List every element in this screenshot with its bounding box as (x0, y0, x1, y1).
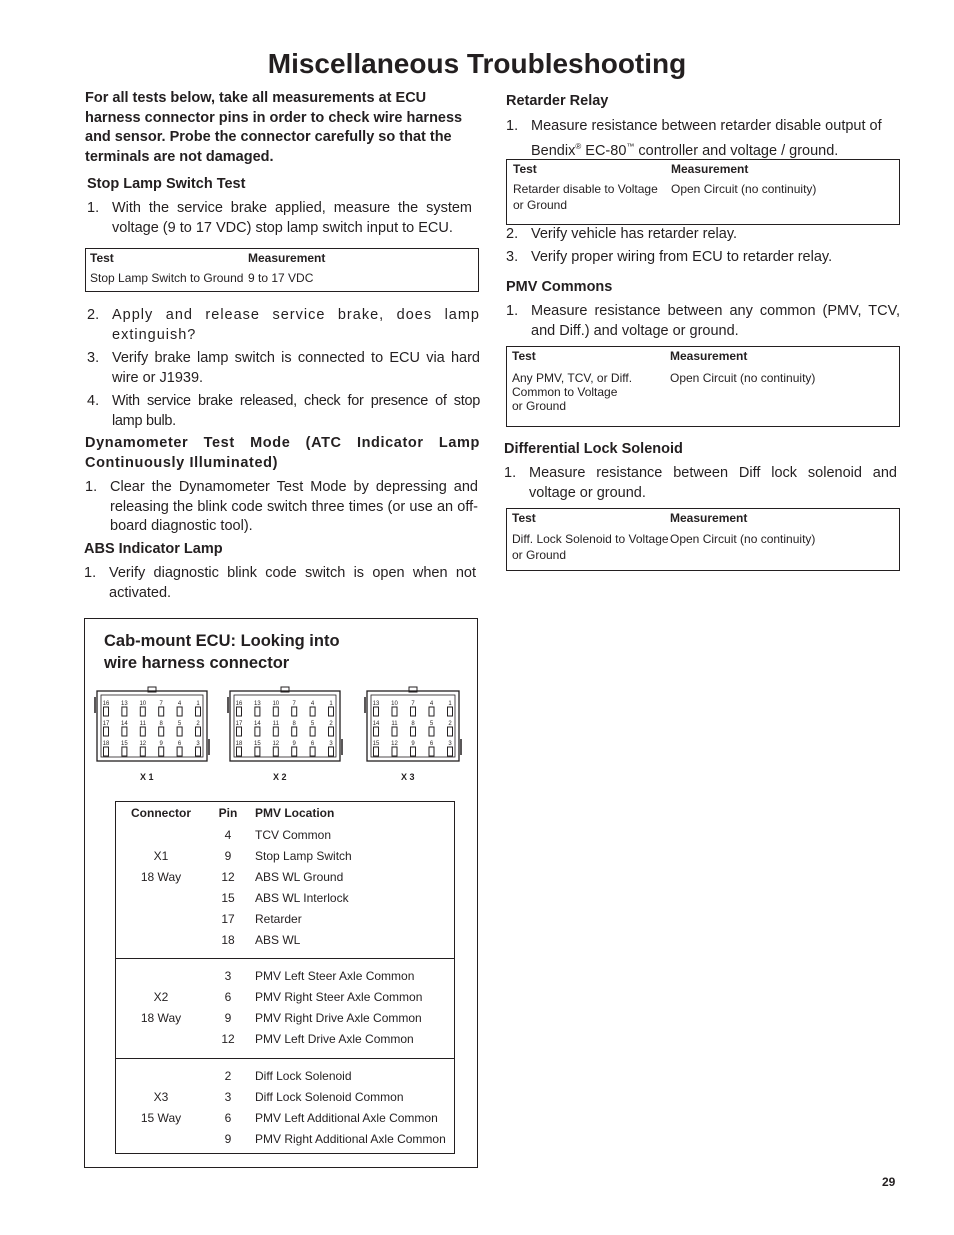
retarder-table (506, 159, 900, 225)
pin-number: 18 (221, 933, 235, 947)
pin-number: 2 (224, 1069, 232, 1083)
pin-label: 10 (139, 701, 147, 707)
table-row (116, 849, 454, 870)
pin-label: 8 (292, 721, 296, 727)
pin-label: 14 (372, 721, 380, 727)
connector-diagram (84, 618, 478, 1168)
pmv-location: PMV Right Additional Axle Common (255, 1132, 446, 1146)
header-location: PMV Location (255, 806, 335, 820)
pin-socket (140, 747, 145, 756)
pin-socket (292, 707, 297, 716)
step-text: Verify proper wiring from ECU to retarder relay. (531, 249, 833, 265)
diagram-title (104, 630, 404, 674)
pin-label: 13 (121, 701, 128, 707)
diagram-title-line-2: wire harness connector (104, 654, 290, 672)
pin-socket (292, 747, 297, 756)
connector-ways: 18 Way (140, 870, 182, 884)
pin-label: 4 (310, 701, 315, 707)
step-text: Apply and release service brake, does lamp extinguish? (112, 307, 480, 343)
pin-label: 15 (372, 741, 380, 747)
pin-socket (177, 707, 182, 716)
pin-socket (392, 707, 397, 716)
pin-label: 15 (121, 741, 128, 747)
pin-label: 3 (448, 741, 452, 747)
pin-socket (310, 707, 315, 716)
pin-socket (374, 727, 379, 736)
connector-label: X 3 (401, 772, 415, 782)
step-number: 1. (506, 303, 519, 319)
pin-socket (159, 727, 164, 736)
pin-socket (255, 727, 260, 736)
abs-step-1 (84, 564, 476, 603)
pmv-location: ABS WL Interlock (255, 891, 349, 905)
pin-label: 2 (329, 721, 333, 727)
step-number: 2. (87, 307, 100, 323)
pin-number: 6 (224, 1111, 232, 1125)
pin-socket (273, 707, 278, 716)
table-row (116, 933, 454, 954)
pin-label: 7 (159, 701, 163, 707)
pin-number: 12 (221, 870, 235, 884)
pin-socket (255, 747, 260, 756)
pin-socket (159, 747, 164, 756)
pin-socket (329, 747, 334, 756)
diff-lock-table (506, 508, 900, 571)
pin-label: 6 (177, 741, 182, 747)
pin-socket (237, 727, 242, 736)
table-cell-test-line-2: or Ground (512, 548, 567, 562)
table-cell-measurement: 9 to 17 VDC (248, 271, 314, 285)
connector-name: X2 (153, 990, 169, 1004)
pin-label: 18 (235, 741, 243, 747)
table-header-test: Test (512, 511, 536, 525)
pin-socket (255, 707, 260, 716)
connector-x2 (228, 687, 342, 782)
table-row (116, 969, 454, 990)
pin-socket (159, 707, 164, 716)
page-number: 29 (882, 1175, 896, 1189)
pin-socket (292, 727, 297, 736)
pin-label: 16 (235, 701, 243, 707)
pin-label: 9 (292, 741, 296, 747)
pin-label: 5 (429, 721, 434, 727)
pmv-location: ABS WL Ground (255, 870, 344, 884)
pmv-location: PMV Left Drive Axle Common (255, 1032, 414, 1046)
step-number: 4. (87, 393, 100, 409)
abs-heading: ABS Indicator Lamp (84, 541, 223, 557)
pin-label: 8 (411, 721, 415, 727)
pin-label: 12 (272, 741, 280, 747)
step-text-part: Measure resistance between retarder disable output of Bendix (531, 118, 882, 159)
pin-label: 6 (310, 741, 315, 747)
pin-socket (392, 747, 397, 756)
table-row (116, 1032, 454, 1053)
pin-socket (429, 747, 434, 756)
retarder-step-1 (506, 117, 900, 161)
pin-socket (140, 707, 145, 716)
pin-section-3 (116, 1058, 454, 1154)
table-header-test: Test (512, 349, 536, 363)
table-row (116, 828, 454, 849)
table-cell-test-line-3: or Ground (512, 399, 567, 413)
retarder-step-3 (506, 248, 900, 268)
pmv-location: PMV Left Additional Axle Common (255, 1111, 438, 1125)
pin-number: 12 (221, 1032, 235, 1046)
pin-label: 17 (235, 721, 243, 727)
connector-x1 (95, 687, 209, 782)
pmv-location: PMV Right Drive Axle Common (255, 1011, 422, 1025)
pin-label: 2 (196, 721, 200, 727)
stop-lamp-step-1 (87, 199, 472, 238)
pin-socket (392, 727, 397, 736)
pin-section-2 (116, 958, 454, 1059)
pin-socket (374, 707, 379, 716)
connector-name: X3 (153, 1090, 169, 1104)
pin-label: 8 (159, 721, 163, 727)
pin-socket (310, 747, 315, 756)
pin-label: 14 (254, 721, 261, 727)
pin-label: 13 (372, 701, 380, 707)
pin-label: 2 (448, 721, 452, 727)
pin-socket (448, 707, 453, 716)
pin-number: 4 (224, 828, 232, 842)
pin-label: 11 (272, 721, 279, 727)
table-cell-test-line-1: Diff. Lock Solenoid to Voltage (512, 532, 669, 546)
stop-lamp-heading: Stop Lamp Switch Test (87, 176, 246, 192)
pin-socket (448, 727, 453, 736)
step-text: Clear the Dynamometer Test Mode by depressing and releasing the blink code switch three times (or use an off-board diagnostic tool). (110, 479, 478, 534)
table-cell-test-line-2: or Ground (513, 198, 568, 212)
pin-label: 3 (329, 741, 333, 747)
pin-label: 1 (196, 701, 200, 707)
table-row (116, 1111, 454, 1132)
table-cell-test-line-1: Any PMV, TCV, or Diff. (512, 371, 633, 385)
connector-label: X 2 (273, 772, 287, 782)
pin-label: 10 (391, 701, 398, 707)
pin-socket (196, 707, 201, 716)
pmv-location: Stop Lamp Switch (255, 849, 352, 863)
table-cell-measurement: Open Circuit (no continuity) (670, 532, 816, 546)
connector-name: X1 (153, 849, 169, 863)
pin-label: 9 (411, 741, 415, 747)
step-number: 1. (87, 200, 100, 216)
connector-x3 (365, 687, 461, 782)
pmv-location: PMV Left Steer Axle Common (255, 969, 415, 983)
header-connector: Connector (131, 806, 191, 820)
table-cell-measurement: Open Circuit (no continuity) (671, 182, 817, 196)
pin-label: 18 (102, 741, 110, 747)
pin-socket (177, 747, 182, 756)
pin-label: 14 (121, 721, 128, 727)
step-text: Measure resistance between any common (PMV, TCV, and Diff.) and voltage or ground. (531, 303, 900, 339)
step-number: 3. (87, 350, 100, 366)
table-header-measurement: Measurement (670, 511, 748, 525)
pin-label: 11 (139, 721, 146, 727)
pin-socket (122, 707, 127, 716)
step-number: 3. (506, 249, 519, 265)
table-row (116, 1069, 454, 1090)
pin-number: 15 (221, 891, 235, 905)
pin-socket (104, 727, 109, 736)
step-text: With service brake released, check for presence of stop lamp bulb. (112, 393, 480, 429)
pin-label: 3 (196, 741, 200, 747)
pin-socket (196, 727, 201, 736)
pmv-location: ABS WL (255, 933, 301, 947)
pin-label: 12 (391, 741, 398, 747)
table-row (116, 1132, 454, 1153)
pmv-step-1 (506, 302, 900, 341)
connector-inner (101, 695, 203, 757)
table-cell-test: Stop Lamp Switch to Ground (90, 271, 244, 285)
step-number: 1. (506, 118, 519, 134)
table-row (116, 990, 454, 1011)
pin-label: 10 (272, 701, 280, 707)
pin-number: 17 (221, 912, 235, 926)
intro-text: For all tests below, take all measurements at ECU harness connector pins in order to check wire harness and sensor. Probe the connector carefully so that the terminals are not damaged. (85, 90, 463, 165)
pmv-location: TCV Common (255, 828, 332, 842)
diff-lock-step-1 (504, 464, 897, 503)
pin-label: 15 (254, 741, 261, 747)
pin-section-1 (116, 823, 454, 958)
dyno-step-1 (85, 478, 478, 537)
pin-socket (196, 747, 201, 756)
pin-number: 3 (224, 969, 232, 983)
connectors-drawing (85, 679, 477, 789)
pmv-heading: PMV Commons (506, 279, 613, 295)
stop-lamp-step-4 (87, 392, 480, 431)
step-text: Verify vehicle has retarder relay. (531, 226, 738, 242)
pin-socket (411, 707, 416, 716)
header-pin: Pin (218, 806, 238, 820)
step-number: 1. (504, 465, 517, 481)
pin-socket (177, 727, 182, 736)
step-number: 1. (85, 479, 98, 495)
pin-socket (273, 747, 278, 756)
step-text: Verify brake lamp switch is connected to ECU via hard wire or J1939. (112, 350, 480, 386)
pin-socket (237, 747, 242, 756)
pmv-table (506, 346, 900, 427)
pin-socket (104, 707, 109, 716)
stop-lamp-step-2 (87, 306, 480, 345)
pin-label: 7 (411, 701, 415, 707)
pin-socket (329, 727, 334, 736)
pin-label: 16 (102, 701, 110, 707)
table-header-test: Test (90, 251, 114, 265)
table-row (116, 912, 454, 933)
table-row (116, 891, 454, 912)
dyno-heading: Dynamometer Test Mode (ATC Indicator Lamp Continuously Illuminated) (85, 435, 480, 471)
pmv-location: Diff Lock Solenoid Common (255, 1090, 404, 1104)
pin-label: 13 (254, 701, 261, 707)
stop-lamp-table (85, 248, 479, 292)
table-cell-test-line-2: Common to Voltage (512, 385, 618, 399)
table-header-measurement: Measurement (670, 349, 748, 363)
pin-label: 17 (102, 721, 110, 727)
registered-mark: ® (575, 141, 582, 151)
pin-socket (429, 727, 434, 736)
step-text: With the service brake applied, measure the system voltage (9 to 17 VDC) stop lamp switch input to ECU. (112, 200, 472, 236)
diagram-title-line-1: Cab-mount ECU: Looking into (104, 632, 340, 650)
pin-label: 6 (429, 741, 434, 747)
table-row (116, 1090, 454, 1111)
pin-socket (122, 727, 127, 736)
pin-socket (329, 707, 334, 716)
step-text-part: controller and voltage / ground. (634, 142, 839, 159)
pin-socket (310, 727, 315, 736)
pin-label: 9 (159, 741, 163, 747)
pin-number: 6 (224, 990, 232, 1004)
trademark-mark: ™ (626, 141, 635, 151)
pin-socket (374, 747, 379, 756)
table-cell-measurement: Open Circuit (no continuity) (670, 371, 816, 385)
pin-label: 5 (177, 721, 182, 727)
table-row (116, 870, 454, 891)
pmv-location: Diff Lock Solenoid (255, 1069, 352, 1083)
pin-label: 12 (139, 741, 147, 747)
pin-label: 5 (310, 721, 315, 727)
step-text-part: EC-80 (581, 142, 627, 159)
pin-label: 1 (329, 701, 333, 707)
pin-socket (429, 707, 434, 716)
connector-ways: 18 Way (140, 1011, 182, 1025)
connector-outline (97, 691, 207, 761)
pin-socket (411, 747, 416, 756)
pin-socket (448, 747, 453, 756)
pin-socket (140, 727, 145, 736)
pin-label: 7 (292, 701, 296, 707)
pin-number: 9 (224, 1132, 232, 1146)
table-header-test: Test (513, 162, 537, 176)
step-text: Measure resistance between Diff lock solenoid and voltage or ground. (529, 465, 897, 501)
step-number: 2. (506, 226, 519, 242)
pin-number: 9 (224, 1011, 232, 1025)
pmv-location: PMV Right Steer Axle Common (255, 990, 423, 1004)
retarder-step-2 (506, 225, 900, 245)
pin-table (115, 801, 455, 1154)
step-text: Verify diagnostic blink code switch is open when not activated. (109, 565, 476, 601)
pmv-location: Retarder (255, 912, 302, 926)
connector-inner (234, 695, 336, 757)
pin-label: 4 (177, 701, 182, 707)
pin-number: 3 (224, 1090, 232, 1104)
pin-socket (122, 747, 127, 756)
connector-ways: 15 Way (140, 1111, 182, 1125)
table-header-measurement: Measurement (248, 251, 326, 265)
step-number: 1. (84, 565, 97, 581)
pin-label: 1 (448, 701, 452, 707)
table-cell-test-line-1: Retarder disable to Voltage (513, 182, 658, 196)
pin-socket (273, 727, 278, 736)
pin-label: 11 (391, 721, 398, 727)
pin-number: 9 (224, 849, 232, 863)
pin-label: 4 (429, 701, 434, 707)
stop-lamp-step-3 (87, 349, 480, 388)
pin-socket (237, 707, 242, 716)
step-text (531, 117, 900, 161)
pin-socket (411, 727, 416, 736)
connector-outline (230, 691, 340, 761)
table-row (116, 1011, 454, 1032)
connector-label: X 1 (140, 772, 154, 782)
page-title: Miscellaneous Troubleshooting (267, 48, 687, 79)
diff-lock-heading: Differential Lock Solenoid (504, 441, 683, 457)
pin-socket (104, 747, 109, 756)
retarder-heading: Retarder Relay (506, 93, 609, 109)
table-header-measurement: Measurement (671, 162, 749, 176)
